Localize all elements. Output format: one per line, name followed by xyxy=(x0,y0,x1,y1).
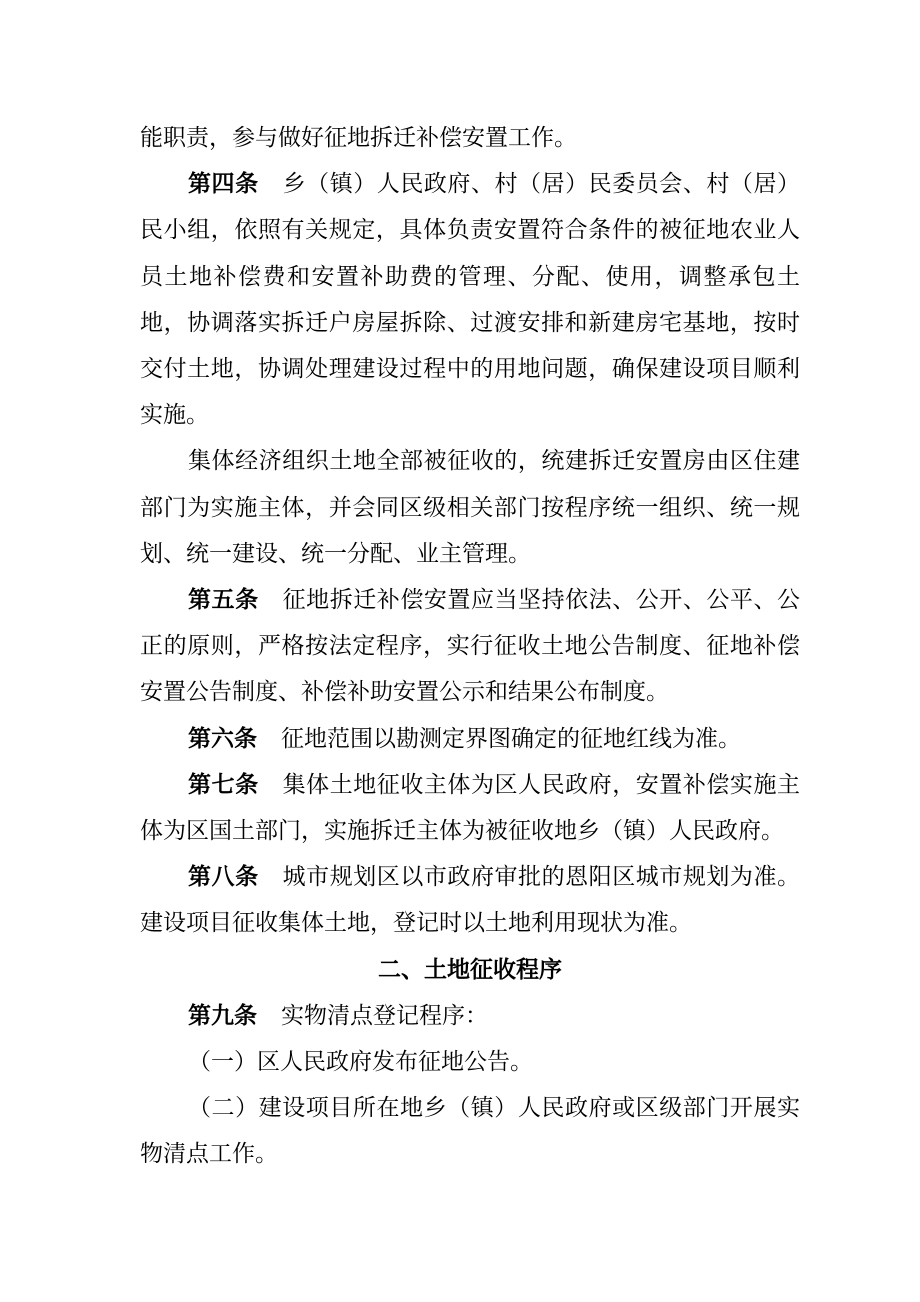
article-number: 第六条 xyxy=(188,725,257,752)
article-number: 第七条 xyxy=(188,771,259,798)
paragraph-text: 城市规划区以市政府审批的恩阳区城市规划为准。建设项目征收集体土地，登记时以土地利用现状为准。 xyxy=(140,864,800,937)
paragraph-text: 乡（镇）人民政府、村（居）民委员会、村（居）民小组，依照有关规定，具体负责安置符合条件的被征地农业人员土地补偿费和安置补助费的管理、分配、使用，调整承包土地，协调落实拆迁户房屋拆除、过渡安排和新建房宅基地，按时交付土地，协调处理建设过程中的用地问题，确保建设项目顺利实施。 xyxy=(140,171,800,429)
paragraph-text: 集体经济组织土地全部被征收的，统建拆迁安置房由区住建部门为实施主体，并会同区级相关部门按程序统一组织、统一规划、统一建设、统一分配、业主管理。 xyxy=(140,448,800,567)
paragraph-item-1 xyxy=(140,1039,800,1085)
paragraph-article-5 xyxy=(140,577,800,716)
paragraph-text: （二）建设项目所在地乡（镇）人民政府或区级部门开展实物清点工作。 xyxy=(140,1095,800,1168)
paragraph-text: 征地范围以勘测定界图确定的征地红线为准。 xyxy=(281,725,741,752)
article-number: 第四条 xyxy=(188,171,259,198)
article-number: 第五条 xyxy=(188,587,259,614)
article-number: 第八条 xyxy=(188,864,259,891)
document-page xyxy=(140,115,800,1178)
paragraph-article-4 xyxy=(140,161,800,438)
paragraph-1 xyxy=(140,115,800,161)
paragraph-text: 实物清点登记程序： xyxy=(281,1002,488,1029)
paragraph-article-8 xyxy=(140,854,800,946)
article-number: 第九条 xyxy=(188,1002,257,1029)
paragraph-article-7 xyxy=(140,762,800,854)
paragraph-text: 能职责，参与做好征地拆迁补偿安置工作。 xyxy=(140,125,577,151)
paragraph-text: 征地拆迁补偿安置应当坚持依法、公开、公平、公正的原则，严格按法定程序，实行征收土地公告制度、征地补偿安置公告制度、补偿补助安置公示和结果公布制度。 xyxy=(140,587,800,706)
paragraph-item-2 xyxy=(140,1085,800,1177)
paragraph-article-6 xyxy=(140,716,800,762)
section-heading: 二、土地征收程序 xyxy=(378,956,562,983)
paragraph-article-4-cont xyxy=(140,438,800,577)
paragraph-text: （一）区人民政府发布征地公告。 xyxy=(188,1049,533,1076)
paragraph-text: 集体土地征收主体为区人民政府，安置补偿实施主体为区国土部门，实施拆迁主体为被征收地乡（镇）人民政府。 xyxy=(140,771,800,845)
paragraph-article-9 xyxy=(140,993,800,1039)
